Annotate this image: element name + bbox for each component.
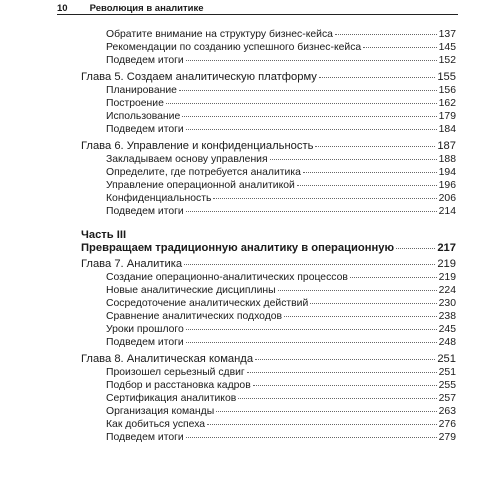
toc-entry-title: Построение [106,98,164,109]
toc-chapter-title: Глава 5. Создаем аналитическую платформу [81,71,317,83]
toc-entry-title: Определите, где потребуется аналитика [106,167,301,178]
toc-entry-title: Уроки прошлого [106,324,184,335]
toc-entry-title: Закладываем основу управления [106,154,268,165]
toc-entry-page: 276 [438,419,456,430]
toc-entry-title: Планирование [106,85,177,96]
toc-entry-title: Создание операционно-аналитических процессов [106,272,348,283]
toc-entry-page: 206 [438,193,456,204]
toc-entry-page: 188 [438,154,456,165]
toc-entry-title: Подведем итоги [106,337,184,348]
toc-entry-page: 179 [438,111,456,122]
toc-chapter-page: 155 [437,71,456,83]
toc-entry-page: 156 [438,85,456,96]
toc-entry-page: 152 [438,55,456,66]
toc-entry-page: 245 [438,324,456,335]
toc-chapter-title: Глава 7. Аналитика [81,258,183,270]
toc-entry-title: Рекомендации по созданию успешного бизнес-кейса [106,42,362,53]
toc-entry-title: Использование [106,111,181,122]
toc-entry-title: Произошел серьезный сдвиг [106,367,245,378]
toc-entry-title: Новые аналитические дисциплины [106,285,276,296]
toc-entry-title: Подбор и расстановка кадров [106,380,251,391]
book-title: Революция в аналитике [89,3,204,14]
toc-entry-title: Конфиденциальность [106,193,212,204]
toc-chapter-page: 187 [437,140,456,152]
toc-entry-page: 184 [438,124,456,135]
toc-entry-title: Подведем итоги [106,432,184,443]
toc-entry-page: 251 [438,367,456,378]
part-label: Часть III [81,229,127,241]
toc-chapter-page: 219 [437,258,456,270]
toc-entry-page: 255 [438,380,456,391]
toc-entry-page: 248 [438,337,456,348]
toc-entry-page: 196 [438,180,456,191]
toc-entry-title: Обратите внимание на структуру бизнес-кейса [106,29,333,40]
toc-entry-page: 145 [438,42,456,53]
toc-entry-title: Как добиться успеха [106,419,206,430]
toc-chapter-page: 251 [437,353,456,365]
toc-entry-page: 194 [438,167,456,178]
toc-entry-title: Управление операционной аналитикой [106,180,295,191]
toc-entry-title: Организация команды [106,406,215,417]
toc-entry-page: 137 [438,29,456,40]
toc-entry-page: 214 [438,206,456,217]
toc-entry-title: Подведем итоги [106,55,184,66]
toc-entry-title: Подведем итоги [106,206,184,217]
page-number: 10 [57,3,68,14]
toc-chapter-title: Глава 8. Аналитическая команда [81,353,254,365]
toc-entry-page: 219 [438,272,456,283]
toc-entry-page: 257 [438,393,456,404]
toc-entry-title: Сравнение аналитических подходов [106,311,283,322]
toc-entry-page: 224 [438,285,456,296]
toc-entry-page: 279 [438,432,456,443]
toc-entry-page: 263 [438,406,456,417]
toc-chapter-title: Глава 6. Управление и конфиденциальность [81,140,314,152]
toc-entry-title: Сертификация аналитиков [106,393,237,404]
toc-entry-title: Сосредоточение аналитических действий [106,298,309,309]
toc-entry-title: Подведем итоги [106,124,184,135]
toc-entry-page: 162 [438,98,456,109]
toc-entry-page: 238 [438,311,456,322]
toc-entry-page: 230 [438,298,456,309]
toc-part-title: Превращаем традиционную аналитику в операционную [81,242,394,254]
toc-part-page: 217 [437,242,456,254]
